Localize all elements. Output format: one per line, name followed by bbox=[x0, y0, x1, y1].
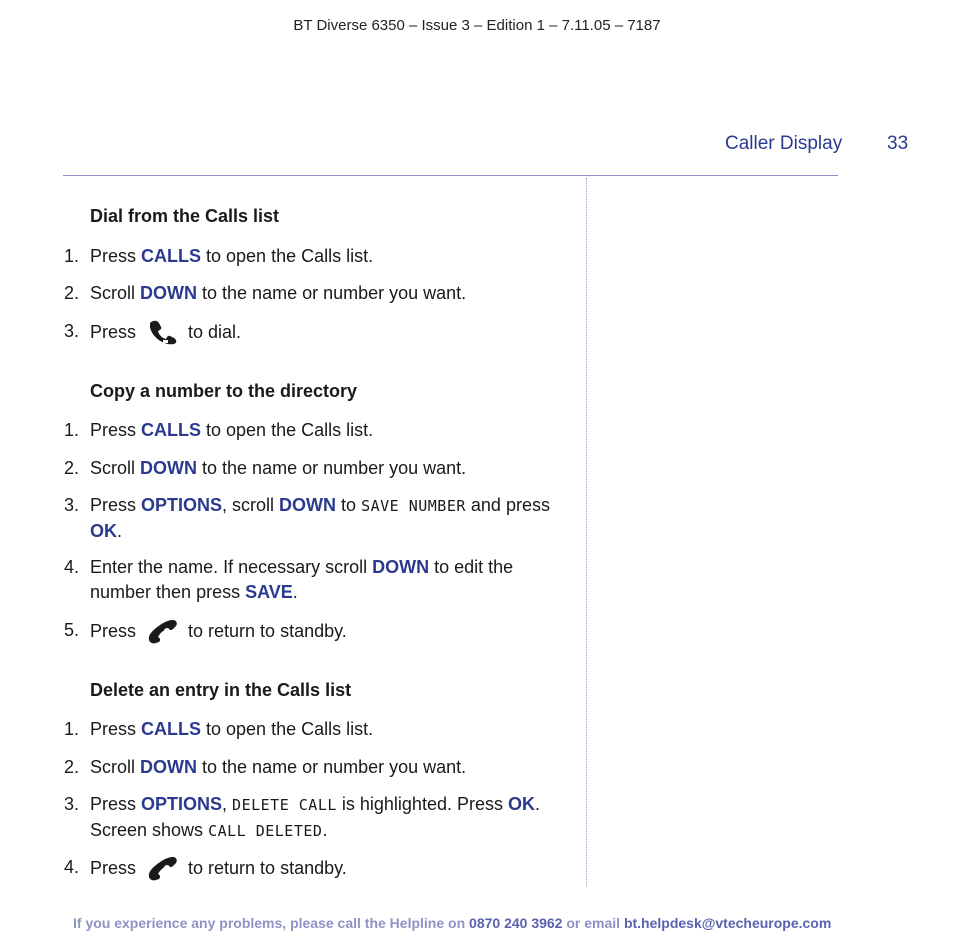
instruction-step bbox=[64, 755, 574, 780]
key-save: SAVE bbox=[245, 582, 293, 602]
step-text: Scroll bbox=[90, 283, 141, 303]
subheading-copy-to-directory: Copy a number to the directory bbox=[90, 381, 358, 401]
lcd-text-save-number: SAVE NUMBER bbox=[361, 497, 466, 515]
key-options: OPTIONS bbox=[141, 794, 223, 814]
end-call-icon bbox=[147, 618, 179, 644]
step-text: to open the Calls list. bbox=[201, 719, 374, 739]
step-text: , bbox=[222, 794, 233, 814]
key-calls: CALLS bbox=[141, 246, 202, 266]
step-number: 2. bbox=[64, 283, 80, 303]
subheading-delete-entry: Delete an entry in the Calls list bbox=[90, 680, 352, 700]
step-number: 1. bbox=[64, 719, 80, 739]
end-call-icon bbox=[147, 855, 179, 881]
instruction-step bbox=[64, 555, 574, 605]
step-text: to return to standby. bbox=[183, 858, 347, 878]
step-text: is highlighted. Press bbox=[336, 794, 508, 814]
step-number: 1. bbox=[64, 420, 80, 440]
key-down: DOWN bbox=[140, 458, 198, 478]
key-calls: CALLS bbox=[141, 719, 202, 739]
step-text: to dial. bbox=[183, 322, 242, 342]
key-down: DOWN bbox=[372, 557, 430, 577]
instruction-step bbox=[64, 281, 574, 306]
step-number: 2. bbox=[64, 757, 80, 777]
step-number: 4. bbox=[64, 857, 80, 877]
instruction-step bbox=[64, 244, 574, 269]
instruction-step bbox=[64, 418, 574, 443]
instruction-step bbox=[64, 456, 574, 481]
step-text: , scroll bbox=[222, 495, 280, 515]
step-text: to bbox=[336, 495, 362, 515]
key-options: OPTIONS bbox=[141, 495, 223, 515]
step-text: Press bbox=[90, 322, 142, 342]
instruction-step bbox=[64, 319, 574, 345]
instruction-step bbox=[64, 493, 574, 544]
step-text: Scroll bbox=[90, 458, 141, 478]
step-text: Press bbox=[90, 495, 142, 515]
step-text: to the name or number you want. bbox=[197, 458, 467, 478]
subheading-dial-from-calls: Dial from the Calls list bbox=[90, 206, 280, 226]
step-text: . bbox=[322, 820, 328, 840]
key-calls: CALLS bbox=[141, 420, 202, 440]
key-ok: OK bbox=[507, 794, 535, 814]
document-id-header: BT Diverse 6350 – Issue 3 – Edition 1 – 7.11.05 – 7187 bbox=[293, 17, 661, 34]
key-down: DOWN bbox=[140, 757, 198, 777]
key-ok: OK bbox=[90, 521, 117, 541]
column-divider bbox=[586, 178, 587, 886]
step-text: to edit the number then press bbox=[90, 557, 514, 602]
header-rule bbox=[63, 175, 838, 176]
step-number: 3. bbox=[64, 321, 80, 341]
step-text: to return to standby. bbox=[183, 621, 347, 641]
step-text: to open the Calls list. bbox=[201, 246, 374, 266]
instruction-step bbox=[64, 618, 574, 644]
step-text: . bbox=[292, 582, 298, 602]
lcd-text-call-deleted: CALL DELETED bbox=[208, 822, 323, 840]
step-text: Press bbox=[90, 719, 142, 739]
lcd-text-delete-call: DELETE CALL bbox=[232, 796, 337, 814]
section-title: Caller Display bbox=[725, 133, 843, 154]
step-text: . Screen shows bbox=[90, 794, 540, 840]
helpline-phone: 0870 240 3962 bbox=[469, 915, 563, 931]
step-text: Press bbox=[90, 246, 142, 266]
step-text: to the name or number you want. bbox=[197, 283, 467, 303]
step-text: . bbox=[117, 521, 123, 541]
footer-text: If you experience any problems, please call the Helpline on bbox=[73, 915, 470, 931]
instruction-step bbox=[64, 717, 574, 742]
step-number: 1. bbox=[64, 246, 80, 266]
step-text: Enter the name. If necessary scroll bbox=[90, 557, 373, 577]
key-down: DOWN bbox=[140, 283, 198, 303]
instruction-step bbox=[64, 792, 574, 844]
step-text: Scroll bbox=[90, 757, 141, 777]
step-text: to the name or number you want. bbox=[197, 757, 467, 777]
step-text: Press bbox=[90, 420, 142, 440]
helpdesk-email-link[interactable]: bt.helpdesk@vtecheurope.com bbox=[623, 915, 832, 931]
instruction-step bbox=[64, 855, 574, 881]
talk-handset-icon bbox=[147, 319, 179, 345]
step-text: to open the Calls list. bbox=[201, 420, 374, 440]
step-number: 3. bbox=[64, 495, 80, 515]
page-number: 33 bbox=[887, 133, 909, 154]
key-down: DOWN bbox=[279, 495, 337, 515]
step-text: Press bbox=[90, 621, 142, 641]
footer-text: or email bbox=[562, 915, 624, 931]
step-number: 2. bbox=[64, 458, 80, 478]
step-text: Press bbox=[90, 794, 142, 814]
step-number: 4. bbox=[64, 557, 80, 577]
helpline-footer bbox=[73, 915, 893, 931]
step-number: 5. bbox=[64, 620, 80, 640]
step-text: Press bbox=[90, 858, 142, 878]
step-text: and press bbox=[465, 495, 550, 515]
step-number: 3. bbox=[64, 794, 80, 814]
